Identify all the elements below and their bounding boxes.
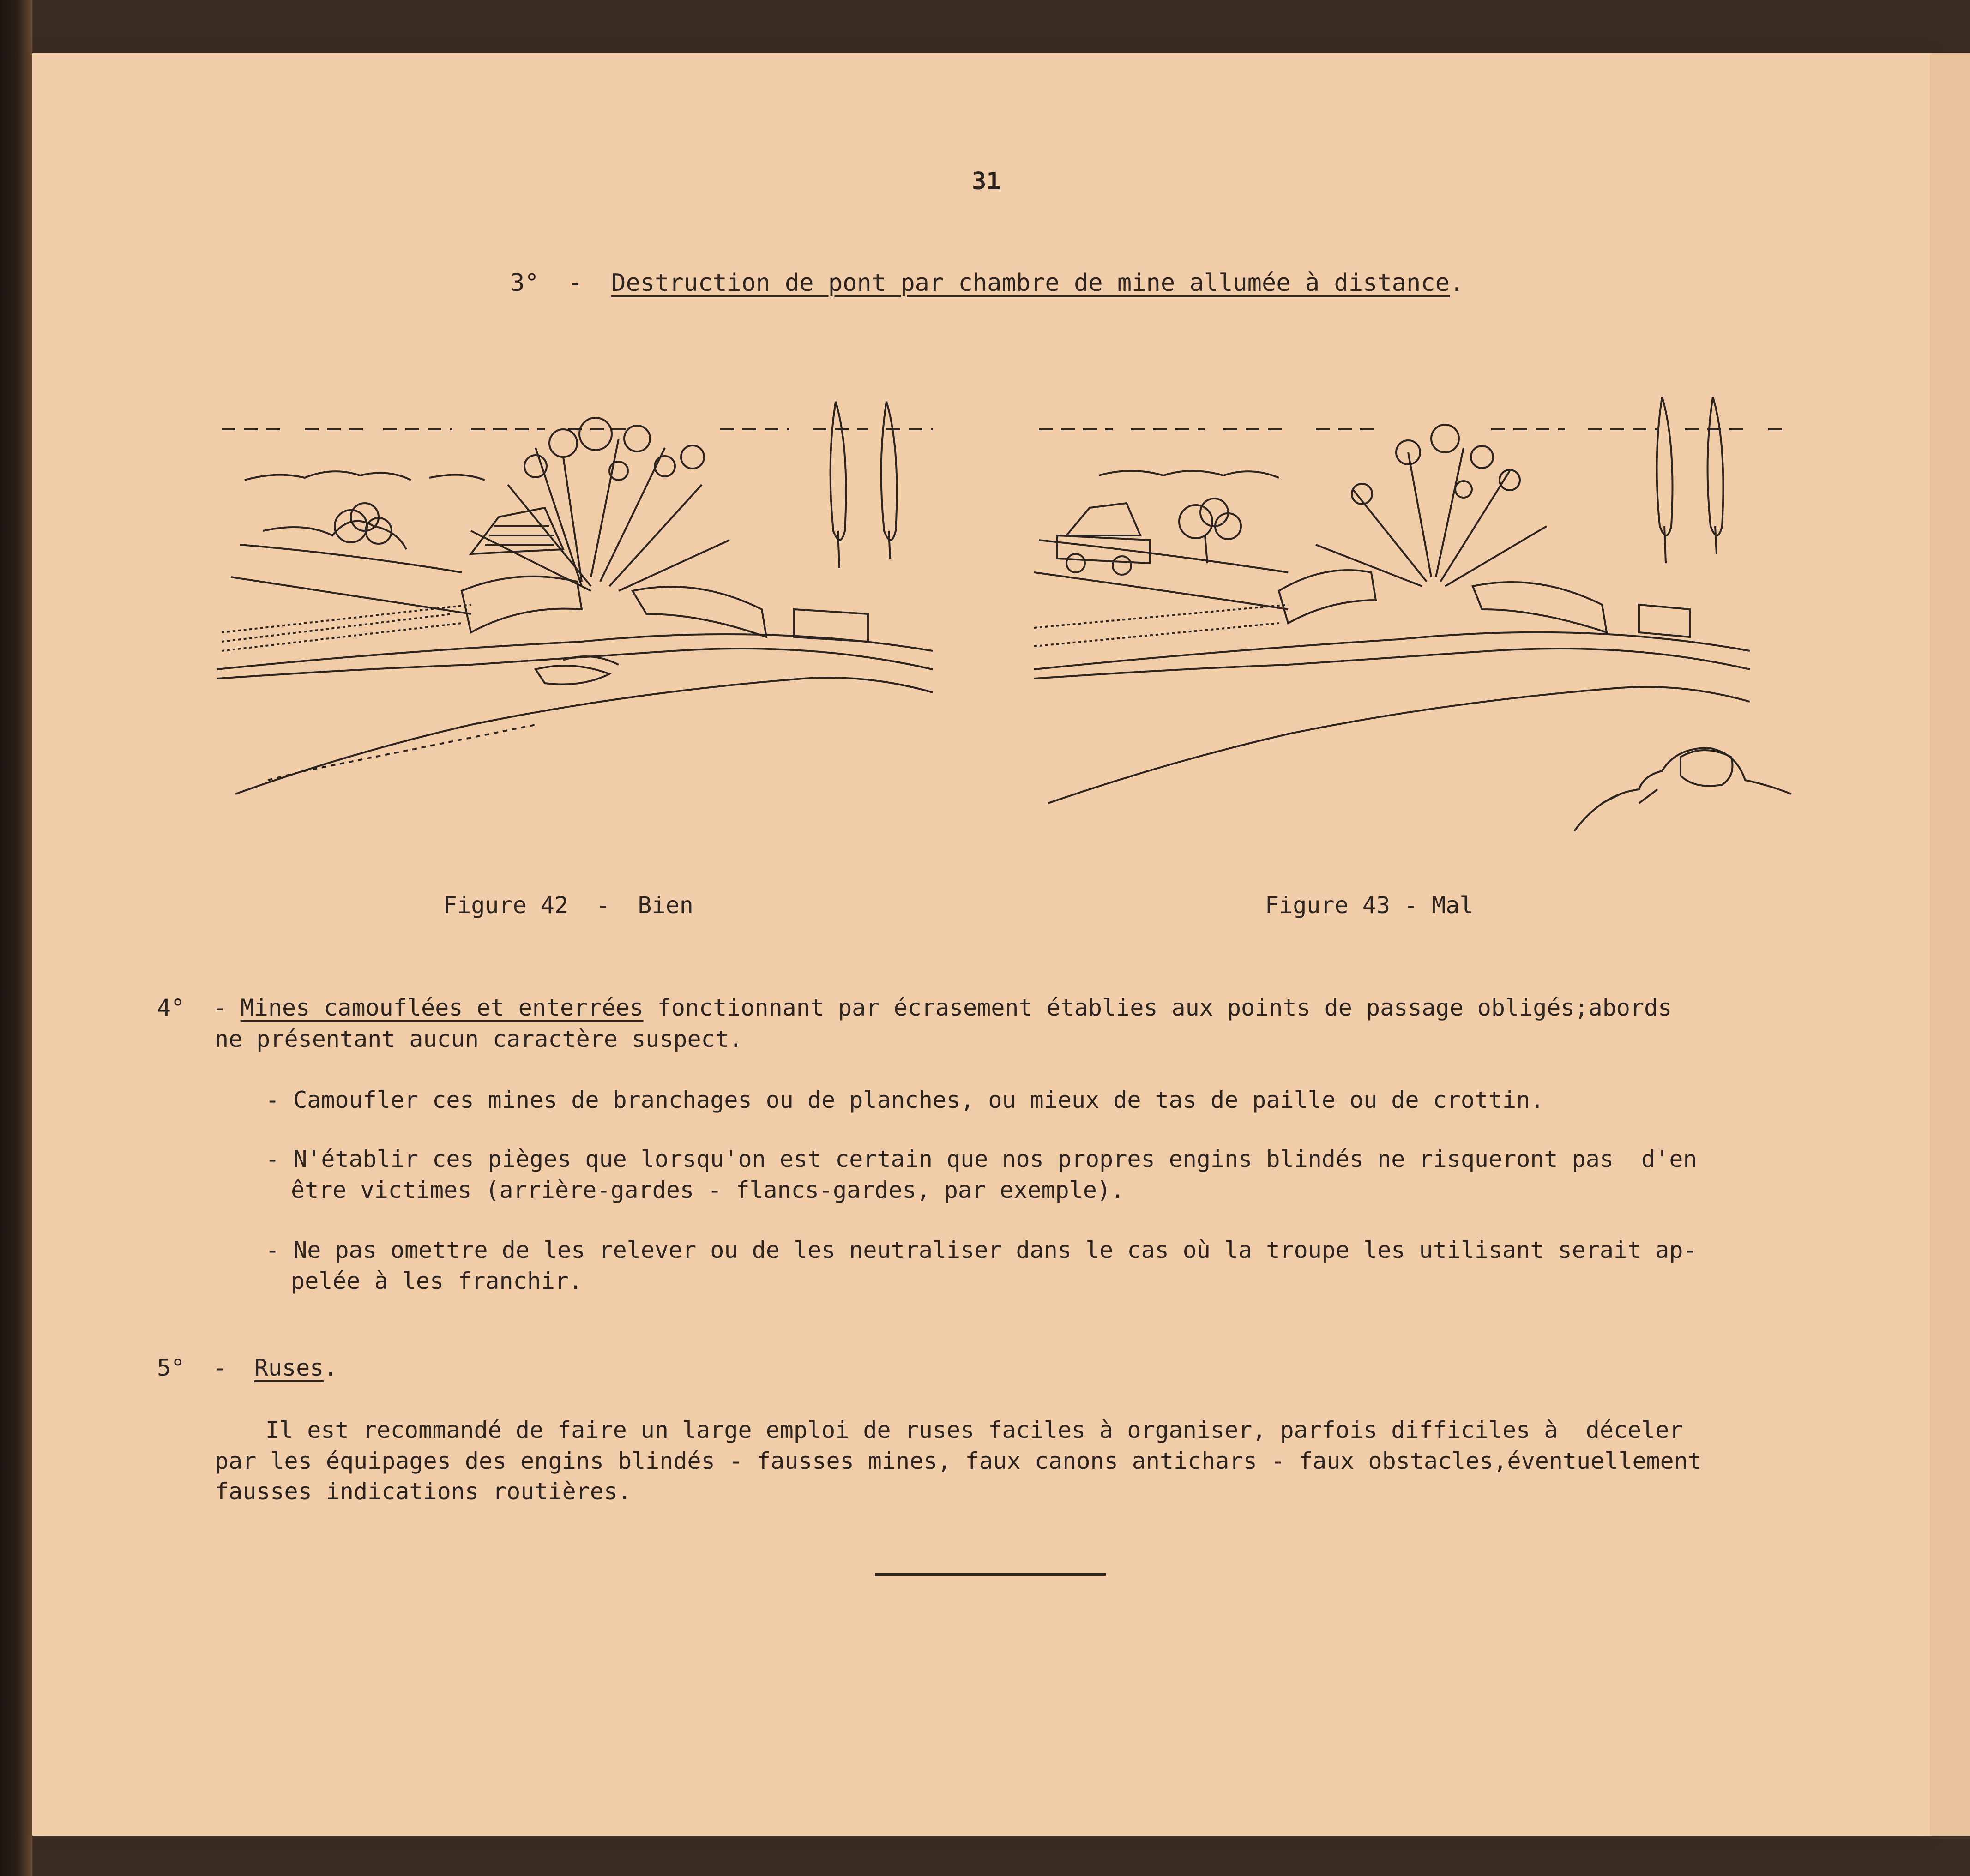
section-3-end: . [1449, 269, 1464, 297]
figure-42-illustration [212, 392, 933, 808]
section-3-dash: - [568, 269, 583, 297]
end-rule [875, 1573, 1106, 1576]
section-3-number: 3° [510, 269, 539, 297]
bullet-3-line1: - Ne pas omettre de les relever ou de les neutraliser dans le cas où la troupe les utilisant serait ap- [265, 1237, 1697, 1263]
section-5-dash: - [212, 1354, 227, 1381]
section-3-title: Destruction de pont par chambre de mine allumée à distance [611, 269, 1450, 297]
section-5-end: . [324, 1354, 338, 1381]
section-5-paragraph-line2: par les équipages des engins blindés - fausses mines, faux canons antichars - faux obstacles,éventuellement [215, 1448, 1702, 1474]
section-4-line2: ne présentant aucun caractère suspect. [215, 1026, 743, 1052]
section-3-heading [510, 268, 1464, 298]
book-spine [0, 0, 32, 1876]
section-4-dash: - [212, 994, 227, 1021]
section-5-paragraph-line3: fausses indications routières. [215, 1478, 632, 1505]
document-page [32, 53, 1930, 1836]
section-4-title: Mines camouflées et enterrées [240, 994, 644, 1021]
section-5-title: Ruses [254, 1354, 324, 1381]
section-4-line1: fonctionnant par écrasement établies aux points de passage obligés;abords [643, 994, 1672, 1021]
page-number: 31 [972, 168, 1001, 195]
figure-42-caption: Figure 42 - Bien [443, 892, 693, 919]
section-5-heading [157, 1353, 337, 1383]
bullet-3-line2: pelée à les franchir. [291, 1268, 583, 1294]
page-edge [1930, 53, 1970, 1836]
figure-43-caption: Figure 43 - Mal [1265, 892, 1474, 919]
bullet-2-line1: - N'établir ces pièges que lorsqu'on est certain que nos propres engins blindés ne risqueront pas d'en [265, 1146, 1697, 1172]
section-5-number: 5° [157, 1354, 185, 1381]
bullet-2-line2: être victimes (arrière-gardes - flancs-gardes, par exemple). [291, 1177, 1125, 1203]
section-4-heading [157, 992, 1672, 1023]
figure-43-illustration [1030, 388, 1796, 849]
section-5-paragraph-line1: Il est recommandé de faire un large emploi de ruses faciles à organiser, parfois difficiles à déceler [265, 1417, 1683, 1443]
bullet-1: - Camoufler ces mines de branchages ou de planches, ou mieux de tas de paille ou de crottin. [265, 1087, 1544, 1113]
section-4-number: 4° [157, 994, 185, 1021]
